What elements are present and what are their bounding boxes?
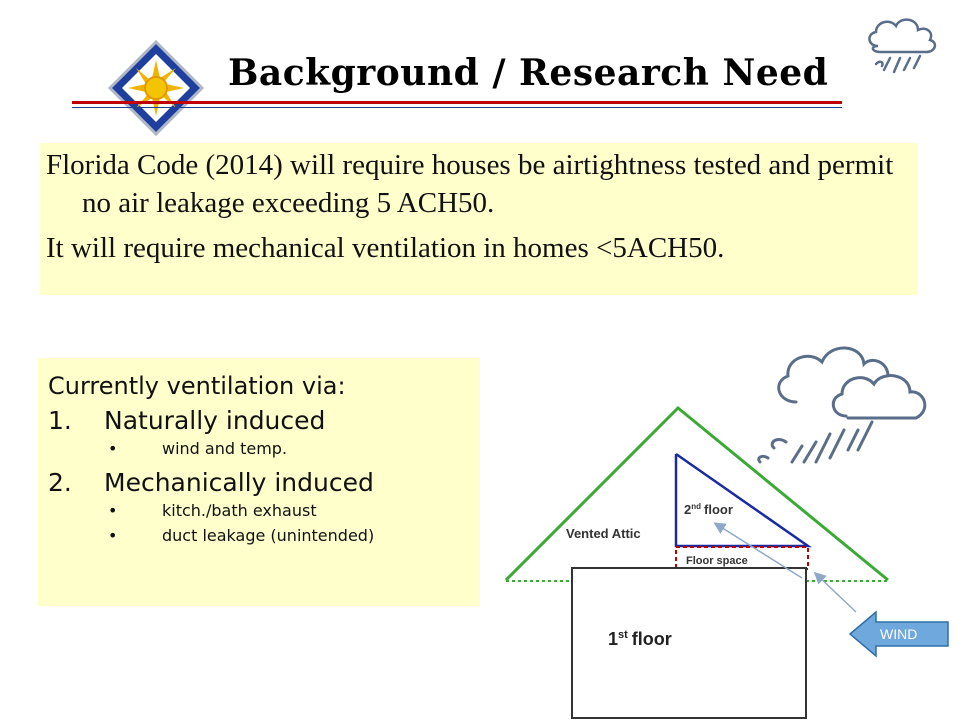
bullet-icon: •: [108, 501, 118, 520]
title-divider-red: [72, 101, 842, 104]
sun-diamond-logo-icon: [108, 40, 204, 136]
list-label: Mechanically induced: [104, 468, 374, 497]
sub-list-item: [48, 439, 480, 458]
sub-item-label: wind and temp.: [162, 439, 288, 458]
code-requirement-line-2: It will require mechanical ventilation in homes <5ACH50.: [46, 232, 725, 265]
floor-space-label: Floor space: [686, 555, 748, 567]
ventilation-heading: Currently ventilation via:: [48, 372, 346, 400]
second-floor-label: 2nd floor: [684, 502, 733, 517]
wind-label: WIND: [880, 626, 918, 642]
house-ventilation-diagram: [496, 338, 960, 720]
first-floor-label: 1st floor: [608, 629, 672, 649]
bullet-icon: •: [108, 526, 118, 545]
bullet-icon: •: [108, 439, 118, 458]
ventilation-box: [38, 358, 480, 606]
storm-cloud-icon: [860, 10, 944, 78]
sub-item-label: duct leakage (unintended): [162, 526, 375, 545]
list-item: [48, 406, 480, 435]
wind-cloud-icon: [759, 348, 925, 462]
airflow-arrow: [816, 574, 856, 612]
wind-arrow-icon: [850, 612, 948, 656]
sub-item-label: kitch./bath exhaust: [162, 501, 317, 520]
sub-list-item: [48, 526, 480, 545]
code-requirement-line-1: Florida Code (2014) will require houses be airtightness tested and permit no air leakage exceeding 5 ACH50.: [46, 149, 894, 219]
sub-list-item: [48, 501, 480, 520]
title-divider-blue: [72, 107, 842, 108]
list-number: 1.: [48, 406, 72, 435]
code-requirement-box: [40, 143, 918, 295]
vented-attic-label: Vented Attic: [566, 526, 641, 541]
list-label: Naturally induced: [104, 406, 326, 435]
page-title: Background / Research Need: [228, 52, 829, 94]
sub-list: [48, 439, 480, 458]
list-item: [48, 468, 480, 497]
list-number: 2.: [48, 468, 72, 497]
sub-list: [48, 501, 480, 545]
